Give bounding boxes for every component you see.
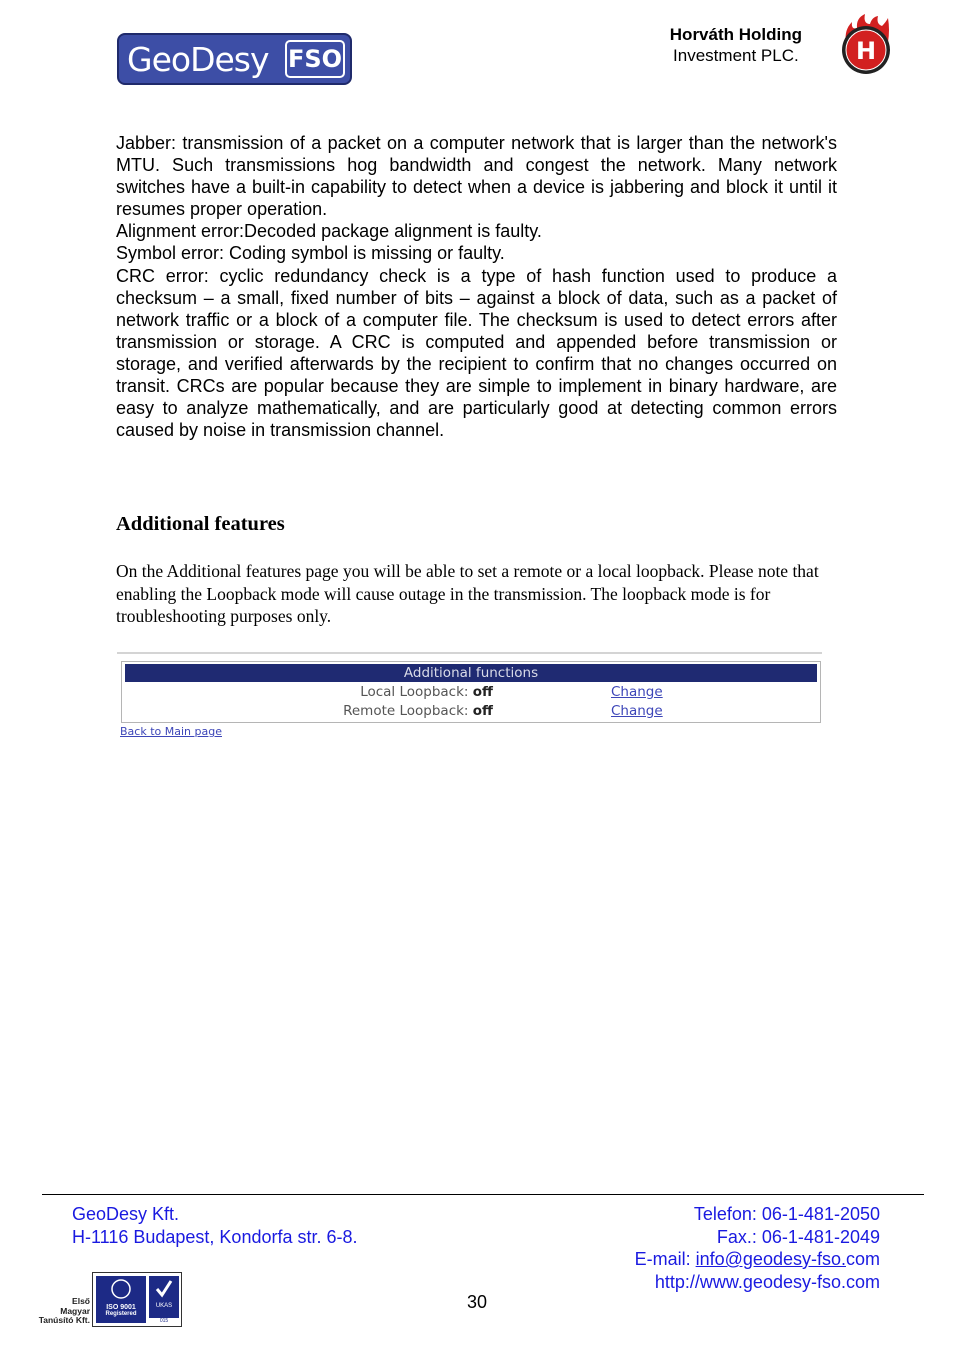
ukas-badge: UKAS <box>149 1276 179 1318</box>
iso-certificate-logo <box>92 1272 182 1327</box>
iso-badge: ISO 9001 Registered <box>96 1276 146 1323</box>
table-row-remote-loopback <box>122 703 820 722</box>
footer-left <box>72 1203 358 1248</box>
footer-company: GeoDesy Kft. <box>72 1204 180 1224</box>
geodesy-logo <box>117 33 352 85</box>
section-title: Additional features <box>116 513 285 535</box>
horvath-emblem-icon <box>838 12 894 78</box>
section-paragraph: On the Additional features page you will be able to set a remote or a local loopback. Please note that enabling the Loopback mode will cause outage in the transmission. The loopback mode is for troubleshooting purposes only. <box>116 561 819 626</box>
change-local-loopback-link[interactable]: Change <box>611 684 663 700</box>
company-block <box>670 24 802 66</box>
change-remote-loopback-link[interactable]: Change <box>611 703 663 719</box>
page-number: 30 <box>466 1292 488 1312</box>
footer-fax: Fax.: 06-1-481-2049 <box>716 1226 880 1247</box>
logo-badge: FSO <box>285 40 345 78</box>
company-sub: Investment PLC. <box>673 46 799 65</box>
functions-screenshot <box>117 652 822 742</box>
footer-divider <box>42 1194 924 1195</box>
footer-website[interactable]: http://www.geodesy-fso.com <box>654 1271 880 1292</box>
checkmark-icon <box>154 1278 174 1300</box>
emblem-letter: H <box>855 37 877 65</box>
body-text <box>116 132 837 441</box>
footer-right <box>635 1203 880 1293</box>
footer-phone: Telefon: 06-1-481-2050 <box>693 1204 880 1224</box>
paragraph-alignment: Alignment error:Decoded package alignment is faulty. <box>116 221 542 242</box>
row-label: Remote Loopback: off <box>343 703 493 719</box>
functions-table <box>121 661 821 723</box>
back-to-main-link[interactable]: Back to Main page <box>120 725 222 738</box>
section-text <box>116 560 826 628</box>
table-row-local-loopback <box>122 684 820 703</box>
footer-address: H-1116 Budapest, Kondorfa str. 6-8. <box>72 1226 358 1247</box>
nqa-icon <box>111 1279 131 1299</box>
footer-email: E-mail: info@geodesy-fso.com <box>634 1249 880 1269</box>
company-name: Horváth Holding <box>669 25 802 44</box>
email-link[interactable]: info@geodesy-fso. <box>695 1249 846 1269</box>
paragraph-symbol: Symbol error: Coding symbol is missing or faulty. <box>116 243 505 264</box>
divider <box>117 652 822 654</box>
cert-caption: Első Magyar Tanúsító Kft. <box>38 1296 90 1325</box>
row-value: off <box>472 703 493 719</box>
functions-table-header: Additional functions <box>125 664 817 682</box>
row-label: Local Loopback: off <box>360 684 493 700</box>
paragraph-jabber: Jabber: transmission of a packet on a computer network that is larger than the network's MTU. Such transmissions hog bandwidth and congest the network. Many network switches have a built-in capability to detect when a device is jabbering and block it until it resumes proper operation. <box>116 133 837 220</box>
row-value: off <box>472 684 493 700</box>
logo-text: GeoDesy <box>127 39 269 79</box>
cert-number: 015 <box>159 1318 169 1324</box>
paragraph-crc: CRC error: cyclic redundancy check is a type of hash function used to produce a checksum – a small, fixed number of bits – against a block of data, such as a packet of network traffic or a block of a computer file. The checksum is used to detect errors after transmission or storage. A CRC is computed and appended before transmission or storage, and verified afterwards by the recipient to confirm that no changes occurred on transit. CRCs are popular because they are simple to implement in binary hardware, are easy to analyze mathematically, and are particularly good at detecting common errors caused by noise in transmission channel. <box>116 265 837 441</box>
